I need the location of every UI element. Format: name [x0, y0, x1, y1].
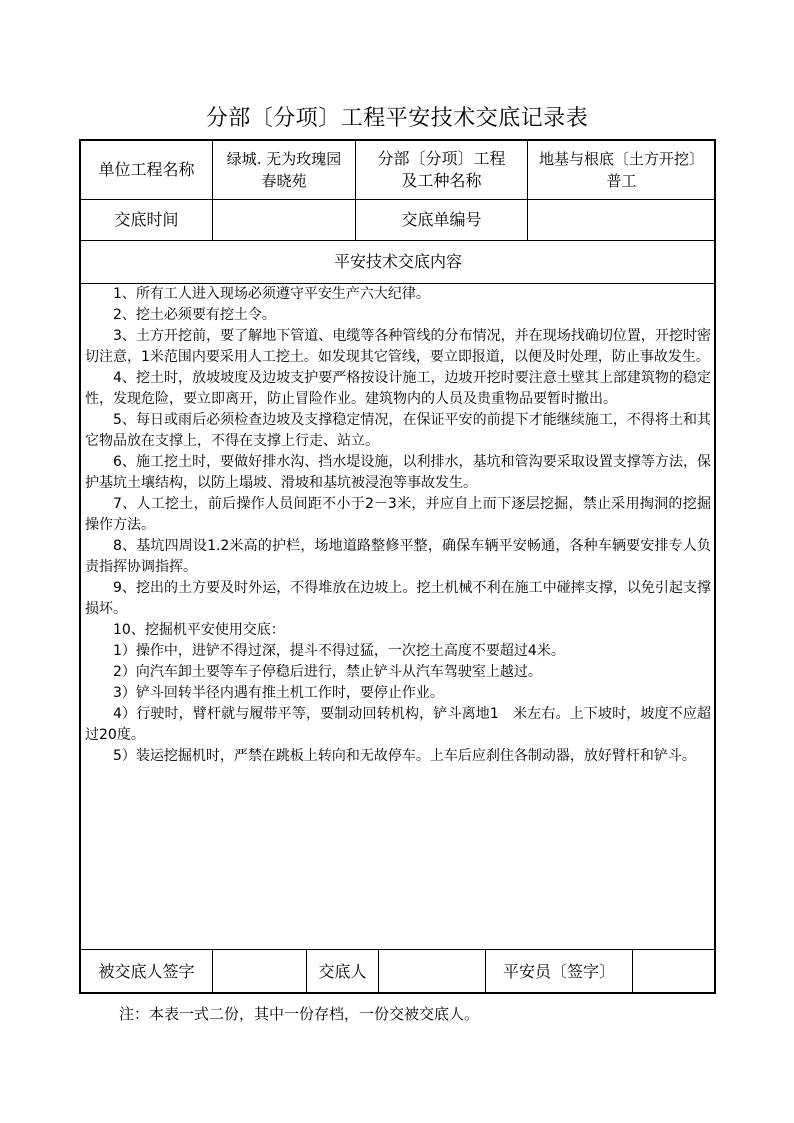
discloser-label: 交底人: [318, 961, 367, 981]
disclosure-time-label: 交底时间: [114, 210, 179, 229]
content-paragraph: 3、土方开挖前，要了解地下管道、电缆等各种管线的分布情况，并在现场找确切位置，开挖时密切注意，1米范围内要采用人工挖土。如发现其它管线，要立即报道，以便及时处理，防止事故发生。: [85, 328, 711, 365]
content-paragraph: 5、每日或雨后必须检查边坡及支撑稳定情况，在保证平安的前提下才能继续施工，不得将土和其它物品放在支撑上，不得在支撑上行走、站立。: [85, 412, 711, 449]
unit-name-label: 单位工程名称: [98, 160, 195, 179]
form-title: 分部〔分项〕工程平安技术交底记录表: [205, 106, 589, 131]
content-paragraph: 3）铲斗回转半径内遇有推土机工作时，要停止作业。: [113, 685, 444, 701]
sub-project-value-line: 地基与根底〔土方开挖〕: [538, 150, 704, 168]
unit-name-line: 春晓苑: [261, 172, 307, 190]
section-title: 平安技术交底内容: [333, 252, 462, 271]
unit-name-value: [213, 141, 355, 199]
disclosure-number-label: 交底单编号: [401, 210, 482, 229]
footnote: 注：本表一式二份，其中一份存档，一份交被交底人。: [119, 1005, 480, 1023]
content-paragraph: 4）行驶时，臂杆就与履带平等，要制动回转机构，铲斗离地1 米左右。上下坡时，坡度不应超过20度。: [85, 706, 711, 743]
sub-project-label: [356, 141, 527, 199]
unit-name-line: 绿城. 无为玫瑰园: [226, 150, 342, 168]
sub-project-label-line: 及工种名称: [401, 171, 482, 190]
content-paragraph: 6、施工挖土时，要做好排水沟、挡水堤设施，以利排水，基坑和管沟要采取设置支撑等方法，保护基坑土壤结构，以防上塌坡、滑坡和基坑被浸泡等事故发生。: [85, 454, 711, 491]
content-paragraph: 8、基坑四周设1.2米高的护栏，场地道路整修平整，确保车辆平安畅通，各种车辆要安排专人负责指挥协调指挥。: [85, 538, 711, 575]
disclosure-content: [85, 284, 711, 767]
content-paragraph: 10、挖掘机平安使用交底：: [113, 622, 285, 638]
discloser-field: [379, 950, 485, 993]
content-paragraph: 7、人工挖土，前后操作人员间距不小于2－3米，并应自上而下逐层挖掘，禁止采用掏洞的挖掘操作方法。: [85, 496, 711, 533]
safety-officer-label: 平安员〔签字〕: [502, 961, 615, 981]
disclosure-number-value: [528, 200, 715, 240]
content-paragraph: 2、挖土必须要有挖土令。: [113, 307, 276, 323]
disclosure-time-value: [213, 200, 355, 240]
content-paragraph: 1）操作中，进铲不得过深，提斗不得过猛，一次挖土高度不要超过4米。: [113, 643, 565, 659]
sub-project-label-line: 分部〔分项〕工程: [377, 149, 506, 168]
content-paragraph: 4、挖土时，放坡坡度及边坡支护要严格按设计施工，边坡开挖时要注意土壁其上部建筑物的稳定性，发现危险，要立即离开，防止冒险作业。建筑物内的人员及贵重物品要暂时撤出。: [85, 370, 711, 407]
content-paragraph: 1、所有工人进入现场必须遵守平安生产六大纪律。: [113, 286, 430, 302]
receiver-signature-field: [213, 950, 306, 993]
safety-officer-field: [633, 950, 715, 993]
sub-project-value: [528, 141, 715, 199]
content-paragraph: 2）向汽车卸土要等车子停稳后进行，禁止铲斗从汽车驾驶室上越过。: [113, 664, 542, 680]
sub-project-value-line: 普工: [606, 172, 637, 190]
content-paragraph: 9、挖出的土方要及时外运，不得堆放在边坡上。挖土机械不利在施工中碰摔支撑，以免引起支撑损坏。: [85, 580, 711, 617]
receiver-signature-label: 被交底人签字: [98, 961, 195, 981]
content-paragraph: 5）装运挖掘机时，严禁在跳板上转向和无故停车。上车后应刹住各制动器，放好臂杆和铲斗。: [113, 748, 696, 764]
